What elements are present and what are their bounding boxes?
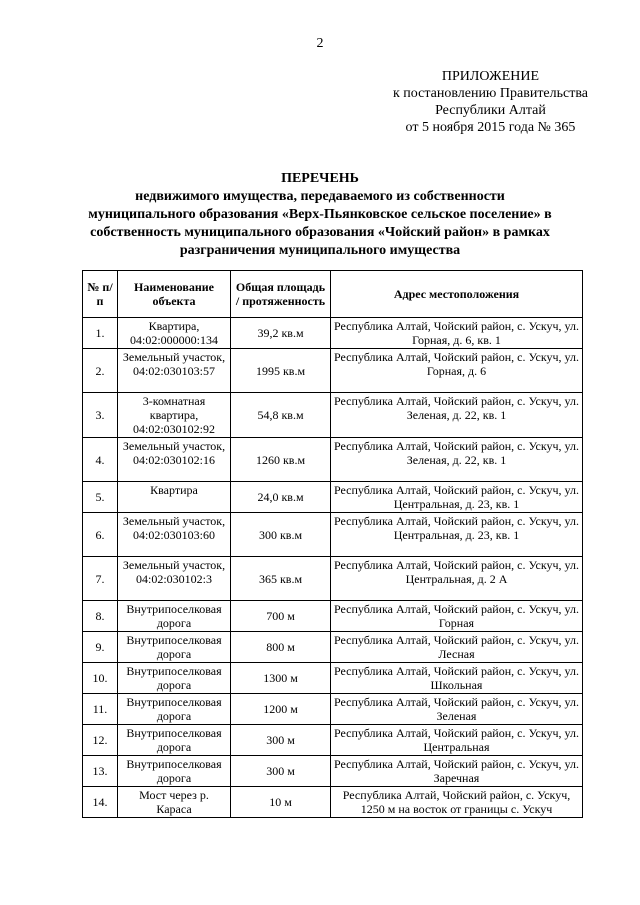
table-row	[83, 318, 583, 349]
cell-name: Мост через р. Караса	[118, 787, 231, 818]
table-row	[83, 632, 583, 663]
cell-name: Земельный участок, 04:02:030102:16	[118, 438, 231, 482]
cell-name: Внутрипоселковая дорога	[118, 694, 231, 725]
page-number: 2	[316, 36, 324, 51]
cell-address: Республика Алтай, Чойский район, с. Ускуч, ул. Школьная	[331, 663, 583, 694]
heading-line: разграничения муниципального имущества	[179, 243, 461, 258]
cell-num: 7.	[83, 557, 118, 601]
cell-address: Республика Алтай, Чойский район, с. Ускуч, ул. Горная	[331, 601, 583, 632]
cell-address: Республика Алтай, Чойский район, с. Ускуч, ул. Заречная	[331, 756, 583, 787]
cell-area: 700 м	[231, 601, 331, 632]
cell-area: 365 кв.м	[231, 557, 331, 601]
cell-address: Республика Алтай, Чойский район, с. Ускуч, ул. Центральная, д. 2 А	[331, 557, 583, 601]
table-row	[83, 787, 583, 818]
cell-name: Квартира	[118, 482, 231, 513]
cell-area: 1200 м	[231, 694, 331, 725]
cell-area: 1260 кв.м	[231, 438, 331, 482]
table-row	[83, 756, 583, 787]
cell-num: 9.	[83, 632, 118, 663]
cell-name: Внутрипоселковая дорога	[118, 725, 231, 756]
header-num: № п/п	[83, 271, 118, 318]
appendix-title: ПРИЛОЖЕНИЕ	[441, 69, 540, 84]
cell-area: 300 м	[231, 725, 331, 756]
cell-name: Внутрипоселковая дорога	[118, 756, 231, 787]
cell-num: 14.	[83, 787, 118, 818]
cell-address: Республика Алтай, Чойский район, с. Ускуч, ул. Зеленая, д. 22, кв. 1	[331, 438, 583, 482]
header-area: Общая площадь / протяженность	[231, 271, 331, 318]
cell-address: Республика Алтай, Чойский район, с. Ускуч, ул. Горная, д. 6, кв. 1	[331, 318, 583, 349]
cell-num: 1.	[83, 318, 118, 349]
cell-address: Республика Алтай, Чойский район, с. Ускуч, ул. Центральная, д. 23, кв. 1	[331, 482, 583, 513]
cell-area: 1300 м	[231, 663, 331, 694]
table-row	[83, 482, 583, 513]
heading-title: ПЕРЕЧЕНЬ	[281, 171, 359, 186]
cell-address: Республика Алтай, Чойский район, с. Ускуч, ул. Лесная	[331, 632, 583, 663]
cell-area: 1995 кв.м	[231, 349, 331, 393]
table-row	[83, 349, 583, 393]
cell-num: 13.	[83, 756, 118, 787]
document-heading	[60, 170, 580, 260]
heading-line: собственность муниципального образования «Чойский район» в рамках	[90, 225, 550, 240]
property-table	[82, 270, 583, 818]
table-row	[83, 694, 583, 725]
appendix-line: Республики Алтай	[435, 103, 546, 118]
cell-num: 12.	[83, 725, 118, 756]
table-row	[83, 601, 583, 632]
appendix-block	[393, 68, 588, 136]
cell-name: Земельный участок, 04:02:030102:3	[118, 557, 231, 601]
cell-num: 2.	[83, 349, 118, 393]
cell-area: 24,0 кв.м	[231, 482, 331, 513]
cell-area: 39,2 кв.м	[231, 318, 331, 349]
cell-num: 6.	[83, 513, 118, 557]
heading-line: недвижимого имущества, передаваемого из собственности	[135, 189, 505, 204]
cell-area: 10 м	[231, 787, 331, 818]
appendix-line: к постановлению Правительства	[392, 86, 588, 101]
header-address: Адрес местоположения	[331, 271, 583, 318]
cell-name: Квартира, 04:02:000000:134	[118, 318, 231, 349]
cell-name: Земельный участок, 04:02:030103:57	[118, 349, 231, 393]
cell-num: 8.	[83, 601, 118, 632]
cell-address: Республика Алтай, Чойский район, с. Ускуч, ул. Горная, д. 6	[331, 349, 583, 393]
cell-num: 4.	[83, 438, 118, 482]
cell-address: Республика Алтай, Чойский район, с. Ускуч, 1250 м на восток от границы с. Ускуч	[331, 787, 583, 818]
table-row	[83, 663, 583, 694]
cell-area: 800 м	[231, 632, 331, 663]
cell-name: Внутрипоселковая дорога	[118, 601, 231, 632]
heading-line: муниципального образования «Верх-Пьянковское сельское поселение» в	[88, 207, 552, 222]
cell-num: 10.	[83, 663, 118, 694]
table-header-row	[83, 271, 583, 318]
cell-name: Внутрипоселковая дорога	[118, 663, 231, 694]
cell-area: 300 м	[231, 756, 331, 787]
cell-name: Внутрипоселковая дорога	[118, 632, 231, 663]
header-name: Наименование объекта	[118, 271, 231, 318]
appendix-line: от 5 ноября 2015 года № 365	[405, 120, 576, 135]
cell-num: 3.	[83, 393, 118, 438]
cell-area: 300 кв.м	[231, 513, 331, 557]
cell-name: Земельный участок, 04:02:030103:60	[118, 513, 231, 557]
cell-address: Республика Алтай, Чойский район, с. Ускуч, ул. Зеленая, д. 22, кв. 1	[331, 393, 583, 438]
table-row	[83, 513, 583, 557]
table-row	[83, 725, 583, 756]
cell-address: Республика Алтай, Чойский район, с. Ускуч, ул. Зеленая	[331, 694, 583, 725]
cell-address: Республика Алтай, Чойский район, с. Ускуч, ул. Центральная, д. 23, кв. 1	[331, 513, 583, 557]
table-row	[83, 393, 583, 438]
cell-num: 5.	[83, 482, 118, 513]
cell-name: 3-комнатная квартира, 04:02:030102:92	[118, 393, 231, 438]
cell-num: 11.	[83, 694, 118, 725]
table-row	[83, 438, 583, 482]
cell-address: Республика Алтай, Чойский район, с. Ускуч, ул. Центральная	[331, 725, 583, 756]
table-row	[83, 557, 583, 601]
cell-area: 54,8 кв.м	[231, 393, 331, 438]
